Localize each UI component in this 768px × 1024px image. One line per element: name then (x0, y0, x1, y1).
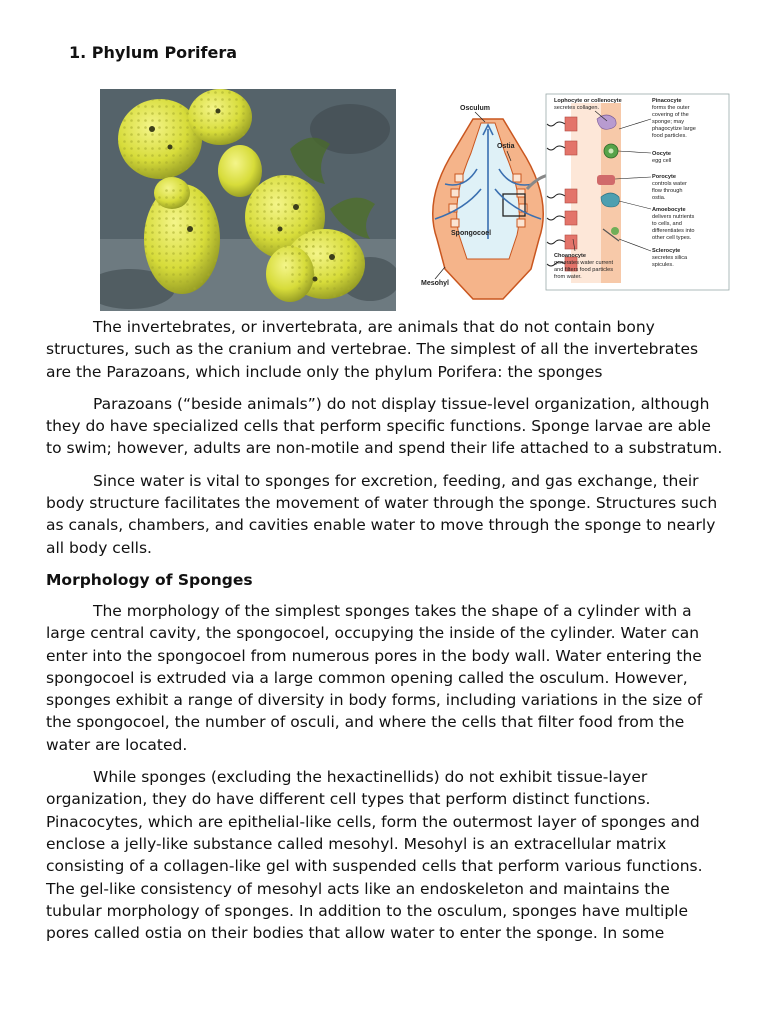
paragraph-2: Parazoans (“beside animals”) do not display tissue-level organization, although they do have specialized cells that perform specific functions. Sponge larvae are able to swim; however, adults are non-motile and spend their life attached to a substratum. (46, 394, 723, 458)
porocyte-line-1: controls water (652, 181, 687, 187)
svg-text:Lophocyte or collenocyte (554, 98, 622, 104)
label-ostia: Ostia (497, 143, 515, 150)
porocyte-title: Porocyte (652, 174, 676, 180)
pinacocyte-title: Pinacocyte (652, 98, 682, 104)
lophocyte-title: Lophocyte or collenocyte (554, 98, 622, 104)
subheading-morphology: Morphology of Sponges (46, 570, 253, 589)
label-osculum: Osculum (460, 105, 490, 112)
label-mesohyl: Mesohyl (421, 280, 450, 287)
paragraph-4: The morphology of the simplest sponges takes the shape of a cylinder with a large central cavity, the spongocoel, occupying the inside of the cylinder. Water can enter into the spongocoel from numerous pores in the body wall. Water entering the spongocoel is extruded via a large common opening called the osculum. However, sponges exhibit a range of diversity in body forms, including variations in the size of the spongocoel, the number of osculi, and where the cells that filter food from the water are located. (46, 601, 703, 754)
paragraph-1: The invertebrates, or invertebrata, are animals that do not contain bony structures, such as the cranium and vertebrae. The simplest of all the invertebrates are the Parazoans, which include only the phylum Porifera: the sponges (46, 318, 699, 381)
choanocyte-line-3: from water. (554, 274, 582, 280)
label-spongocoel: Spongocoel (451, 230, 492, 237)
porocyte-line-2: flow through (652, 188, 683, 194)
sclerocyte-line-2: spicules. (652, 262, 674, 268)
amoebocyte-line-2: to cells, and (652, 221, 682, 227)
amoebocyte-line-1: delivers nutrients (652, 214, 695, 220)
pinacocyte-line-3: sponge; may (652, 119, 685, 125)
pinacocyte-line-2: covering of the (652, 112, 689, 118)
sclerocyte-line-1: secretes silica (652, 255, 688, 261)
sponge-photo (100, 89, 396, 311)
pinacocyte-line-1: forms the outer (652, 105, 690, 111)
sponge-diagram (415, 89, 733, 305)
paragraph-5: While sponges (excluding the hexactinellids) do not exhibit tissue-layer organization, they do have different cell types that perform distinct functions. Pinacocytes, which are epithelial-like cells, form the outermost layer of sponges and enclose a jelly-like substance called mesohyl. Mesohyl is an extracellular matrix consisting of a collagen-like gel with suspended cells that perform various functions. The gel-like consistency of mesohyl acts like an endoskeleton and maintains the tubular morphology of sponges. In addition to the osculum, sponges have multiple pores called ostia on their bodies that allow water to enter the sponge. In some (46, 768, 703, 943)
porocyte-line-3: ostia. (652, 195, 666, 201)
pinacocyte-line-4: phagocytize large (652, 126, 696, 132)
choanocyte-title: Choanocyte (554, 253, 587, 259)
page-heading: 1. Phylum Porifera (69, 43, 238, 62)
choanocyte-line-1: generates water current (554, 260, 614, 266)
choanocyte-line-2: and filters food particles (554, 267, 614, 273)
lophocyte-desc: secretes collagen. (554, 105, 600, 111)
sclerocyte-title: Sclerocyte (652, 248, 681, 254)
oocyte-title: Oocyte (652, 151, 671, 157)
amoebocyte-line-3: differentiates into (652, 228, 695, 234)
body-text (46, 316, 726, 954)
oocyte-desc: egg cell (652, 158, 672, 164)
pinacocyte-line-5: food particles. (652, 133, 687, 139)
amoebocyte-line-4: other cell types. (652, 235, 692, 241)
paragraph-3: Since water is vital to sponges for excretion, feeding, and gas exchange, their body structure facilitates the movement of water through the sponge. Structures such as canals, chambers, and cavities enable water to move through the sponge to nearly all body cells. (46, 471, 718, 557)
amoebocyte-title: Amoebocyte (652, 207, 686, 213)
